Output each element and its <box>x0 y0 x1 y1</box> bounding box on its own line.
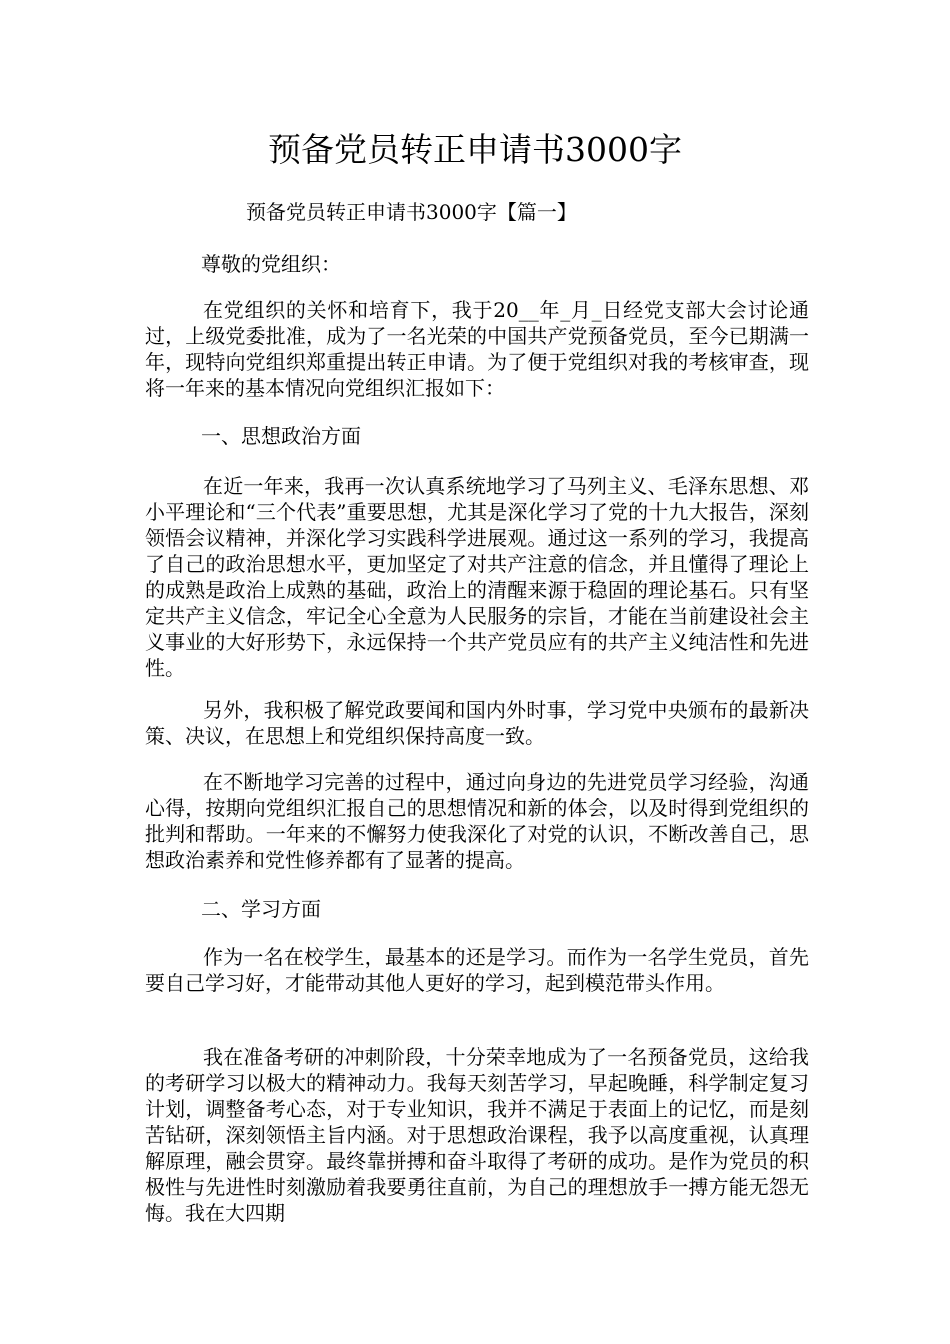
document-title: 预备党员转正申请书3000字 <box>268 130 682 169</box>
paragraph-politics-study: 在近一年来，我再一次认真系统地学习了马列主义、毛泽东思想、邓小平理论和“三个代表”重要思想，尤其是深化学习了党的十九大报告，深刻领悟会议精神，并深化学习实践科学进展观。通过这一系列的学习，我提高了自己的政治思想水平，更加坚定了对共产注意的信念，并且懂得了理论上的成熟是政治上成熟的基础，政治上的清醒来源于稳固的理论基石。只有坚定共产主义信念，牢记全心全意为人民服务的宗旨，才能在当前建设社会主义事业的大好形势下，永远保持一个共产党员应有的共产主义纯洁性和先进性。 <box>145 474 809 680</box>
document-subtitle: 预备党员转正申请书3000字【篇一】 <box>246 200 577 224</box>
paragraph-study-exam: 我在准备考研的冲刺阶段，十分荣幸地成为了一名预备党员，这给我的考研学习以极大的精神动力。我每天刻苦学习，早起晚睡，科学制定复习计划，调整备考心态，对于专业知识，我并不满足于表面上的记忆，而是刻苦钻研，深刻领悟主旨内涵。对于思想政治课程，我予以高度重视，认真理解原理，融会贯穿。最终靠拼搏和奋斗取得了考研的成功。是作为党员的积极性与先进性时刻激励着我要勇往直前，为自己的理想放手一搏方能无怨无悔。我在大四期 <box>145 1045 809 1225</box>
paragraph-intro: 在党组织的关怀和培育下，我于20__年_月_日经党支部大会讨论通过，上级党委批准，成为了一名光荣的中国共产党预备党员，至今已期满一年，现特向党组织郑重提出转正申请。为了便于党组织对我的考核审查，现将一年来的基本情况向党组织汇报如下： <box>145 298 809 400</box>
salutation: 尊敬的党组织： <box>201 252 341 276</box>
paragraph-politics-improve: 在不断地学习完善的过程中，通过向身边的先进党员学习经验，沟通心得，按期向党组织汇报自己的思想情况和新的体会，以及时得到党组织的批判和帮助。一年来的不懈努力使我深化了对党的认识，不断改善自己，思想政治素养和党性修养都有了显著的提高。 <box>145 770 809 872</box>
section-heading-study: 二、学习方面 <box>201 897 321 921</box>
paragraph-politics-news: 另外，我积极了解党政要闻和国内外时事，学习党中央颁布的最新决策、决议，在思想上和党组织保持高度一致。 <box>145 698 809 748</box>
paragraph-study-role: 作为一名在校学生，最基本的还是学习。而作为一名学生党员，首先要自己学习好，才能带动其他人更好的学习，起到模范带头作用。 <box>145 945 809 995</box>
section-heading-politics: 一、思想政治方面 <box>201 424 361 448</box>
